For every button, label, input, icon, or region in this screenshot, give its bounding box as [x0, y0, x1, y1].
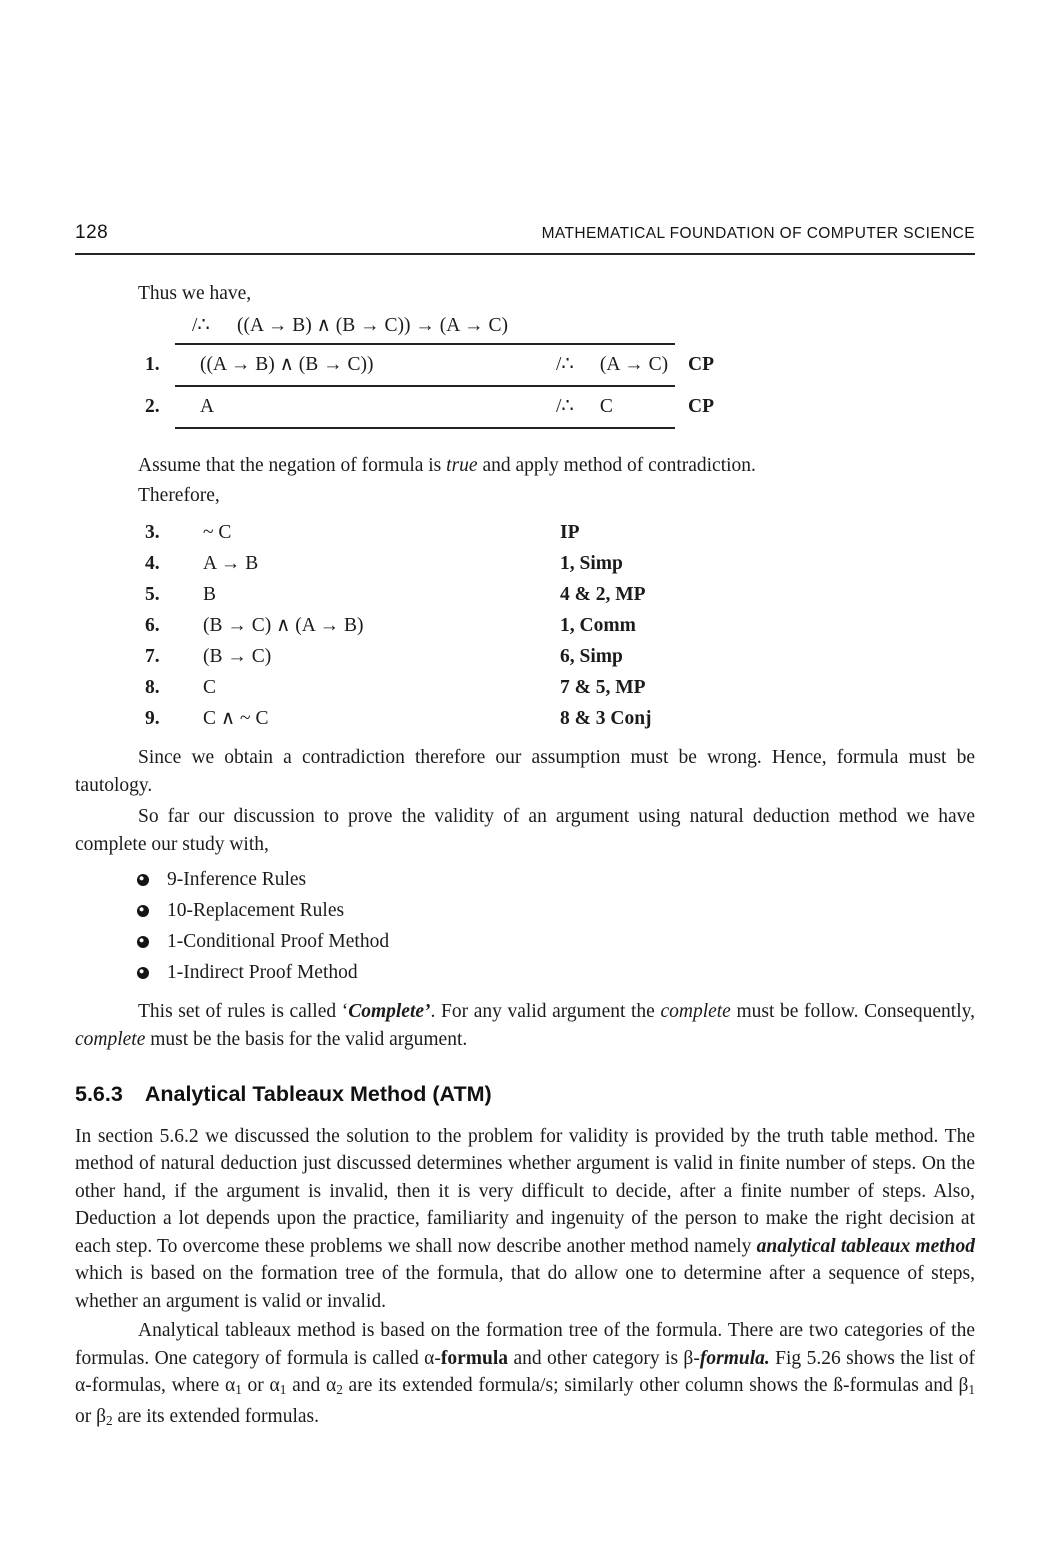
proof-step: [75, 703, 975, 734]
step-conclusion: (A → C): [599, 354, 669, 375]
section-number: 5.6.3: [75, 1082, 123, 1106]
bullet-icon: [137, 905, 149, 917]
step-formula: B: [203, 584, 217, 605]
step-justification: 1, Comm: [560, 615, 636, 636]
list-item: [75, 957, 975, 988]
therefore-symbol: /∴: [556, 354, 574, 375]
bullet-icon: [137, 967, 149, 979]
step-formula: C ∧ ~ C: [203, 708, 269, 729]
step-number: 2.: [145, 396, 160, 417]
step-justification: 7 & 5, MP: [560, 677, 646, 698]
therefore-symbol: /∴: [556, 396, 574, 417]
step-formula: C: [203, 677, 217, 698]
proof-step: [75, 548, 975, 579]
step-formula: A → B: [203, 553, 259, 574]
step-justification: IP: [560, 522, 580, 543]
paragraph-atm-1: In section 5.6.2 we discussed the solution to the problem for validity is provided by the truth table method. The method of natural deduction just discussed determines whether argument is valid in finite number of steps. On the other hand, if the argument is invalid, then it is very difficult to decide, after a finite number of steps. Also, Deduction a lot depends upon the practice, familiarity and ingenuity of the person to make the right decision at each step. To overcome these problems we shall now describe another method namely analytical tableaux method which is based on the formation tree of the formula, that do allow one to determine after a sequence of steps, whether an argument is valid or invalid.: [75, 1125, 975, 1312]
step-number: 9.: [145, 708, 160, 729]
therefore-label: Therefore,: [138, 485, 220, 506]
running-title: MATHEMATICAL FOUNDATION OF COMPUTER SCIENCE: [541, 225, 975, 242]
step-formula: (B → C) ∧ (A → B): [203, 615, 364, 636]
step-number: 8.: [145, 677, 160, 698]
step-justification: 6, Simp: [560, 646, 623, 667]
step-conclusion-group: [556, 345, 668, 385]
bullet-icon: [137, 874, 149, 886]
step-conclusion: C: [599, 396, 613, 417]
proof-steps: [75, 517, 975, 734]
goal-formula-row: [75, 309, 975, 343]
step-number: 3.: [145, 522, 160, 543]
proof-step: [75, 641, 975, 672]
cp-row-2: [75, 387, 975, 427]
goal-formula: ((A → B) ∧ (B → C)) → (A → C): [237, 315, 509, 336]
rule-line: [175, 427, 675, 429]
step-formula: ~ C: [203, 522, 232, 543]
list-item: [75, 895, 975, 926]
section-heading: [75, 1081, 975, 1109]
step-justification: 1, Simp: [560, 553, 623, 574]
paragraph-complete: This set of rules is called ‘Complete’. For any valid argument the complete must be follow. Consequently, complete must be the basis for the valid argument.: [75, 1001, 975, 1050]
step-number: 7.: [145, 646, 160, 667]
step-formula: A: [200, 396, 215, 417]
lead-text: Thus we have,: [138, 283, 252, 304]
step-formula: ((A → B) ∧ (B → C)): [200, 354, 374, 375]
step-number: 6.: [145, 615, 160, 636]
step-justification: 4 & 2, MP: [560, 584, 646, 605]
step-conclusion-group: [556, 387, 613, 427]
step-formula: (B → C): [203, 646, 272, 667]
page-body: [75, 279, 975, 1435]
rules-bullet-list: [75, 864, 975, 988]
paragraph-since: Since we obtain a contradiction therefore our assumption must be wrong. Hence, formula must be tautology.: [75, 747, 975, 796]
paragraph-atm-2: Analytical tableaux method is based on the formation tree of the formula. There are two categories of the formulas. One category of formula is called α-formula and other category is β-formula. Fig 5.26 shows the list of α-formulas, where α1 or α1 and α2 are its extended formula/s; similarly other column shows the ß-formulas and β1 or β2 are its extended formulas.: [75, 1320, 975, 1429]
step-number: 4.: [145, 553, 160, 574]
section-title: Analytical Tableaux Method (ATM): [144, 1082, 492, 1106]
list-item-label: 9-Inference Rules: [167, 869, 307, 890]
proof-step: [75, 610, 975, 641]
list-item: [75, 926, 975, 957]
step-justification: 8 & 3 Conj: [560, 708, 652, 729]
list-item-label: 1-Conditional Proof Method: [167, 931, 390, 952]
paragraph-sofar: So far our discussion to prove the validity of an argument using natural deduction method we have complete our study with,: [75, 806, 975, 855]
proof-step: [75, 672, 975, 703]
step-rule: CP: [688, 396, 714, 417]
therefore-symbol: /∴: [192, 315, 210, 336]
page-number: 128: [75, 222, 109, 243]
step-number: 1.: [145, 354, 160, 375]
running-header: [75, 222, 975, 255]
step-rule: CP: [688, 354, 714, 375]
list-item-label: 10-Replacement Rules: [167, 900, 345, 921]
list-item-label: 1-Indirect Proof Method: [167, 962, 358, 983]
cp-row-1: [75, 345, 975, 385]
proof-step: [75, 579, 975, 610]
list-item: [75, 864, 975, 895]
step-number: 5.: [145, 584, 160, 605]
assume-paragraph: Assume that the negation of formula is true and apply method of contradiction.: [138, 455, 756, 476]
proof-step: [75, 517, 975, 548]
bullet-icon: [137, 936, 149, 948]
